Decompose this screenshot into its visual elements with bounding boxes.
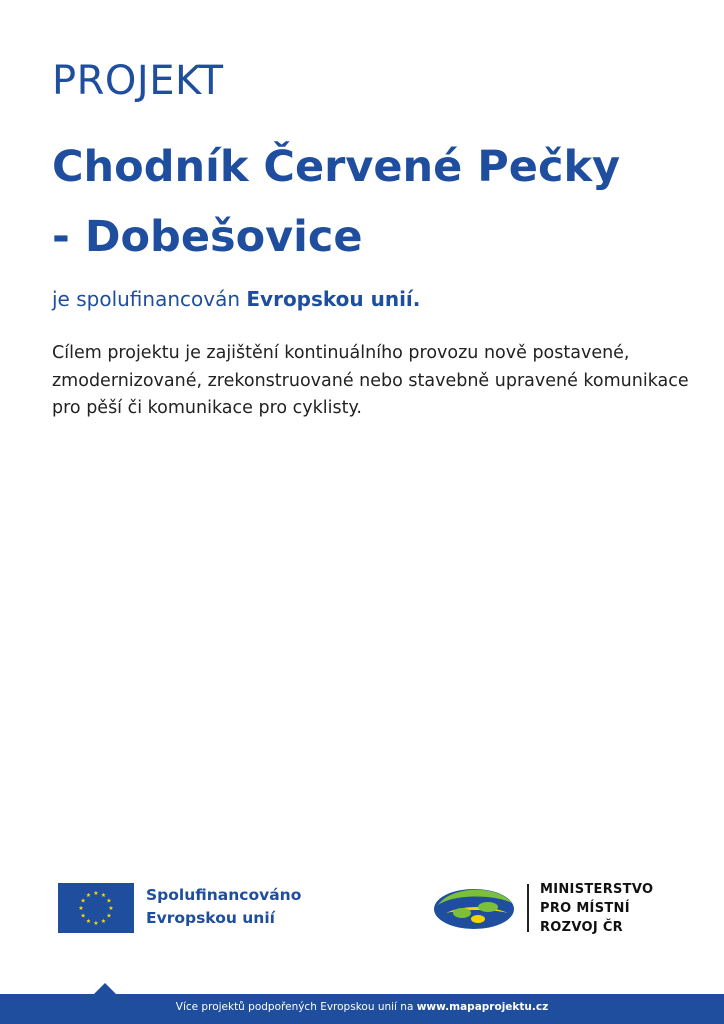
eu-text-line2: Evropskou unií: [146, 909, 275, 927]
eu-star: ★: [100, 892, 107, 900]
eu-star: ★: [80, 897, 86, 905]
project-title: [52, 132, 702, 272]
eu-cofinanced-text: [146, 884, 301, 930]
ministry-line1: MINISTERSTVO: [540, 882, 654, 897]
project-label: PROJEKT: [52, 58, 224, 104]
ministry-line3: ROZVOJ ČR: [540, 920, 623, 935]
ministry-logo-icon: [432, 883, 516, 931]
project-description: Cílem projektu je zajištění kontinuálního provozu nově postavené, zmodernizované, zrekonstruované nebo stavebně upravené komunikace pro pěší či komunikace pro cyklisty.: [52, 343, 689, 418]
ministry-name: [540, 880, 653, 937]
cofinanced-prefix: je spolufinancován: [52, 287, 241, 311]
eu-star: ★: [78, 905, 84, 912]
project-title-line2: - Dobešovice: [52, 212, 363, 262]
eu-text-line1: Spolufinancováno: [146, 886, 302, 904]
ministry-divider: [527, 884, 529, 932]
eu-star: ★: [93, 890, 99, 897]
cofinanced-emphasis: Evropskou unií.: [246, 287, 421, 311]
eu-star: ★: [100, 917, 107, 925]
eu-star: ★: [108, 905, 114, 912]
eu-flag-icon: [58, 883, 134, 933]
cofinanced-statement: [52, 287, 420, 311]
eu-star: ★: [106, 912, 112, 920]
footer-notch: [94, 983, 116, 994]
eu-star: ★: [93, 920, 99, 927]
eu-star: ★: [80, 912, 86, 920]
footer-prefix: Více projektů podpořených Evropskou unií na: [175, 1001, 414, 1013]
footer-link[interactable]: www.mapaprojektu.cz: [416, 1001, 549, 1013]
ministry-line2: PRO MÍSTNÍ: [540, 901, 630, 916]
eu-star: ★: [85, 892, 92, 900]
project-title-line1: Chodník Červené Pečky: [52, 142, 621, 192]
eu-star: ★: [106, 897, 112, 905]
footer-text: [0, 1001, 724, 1013]
eu-star: ★: [85, 917, 92, 925]
